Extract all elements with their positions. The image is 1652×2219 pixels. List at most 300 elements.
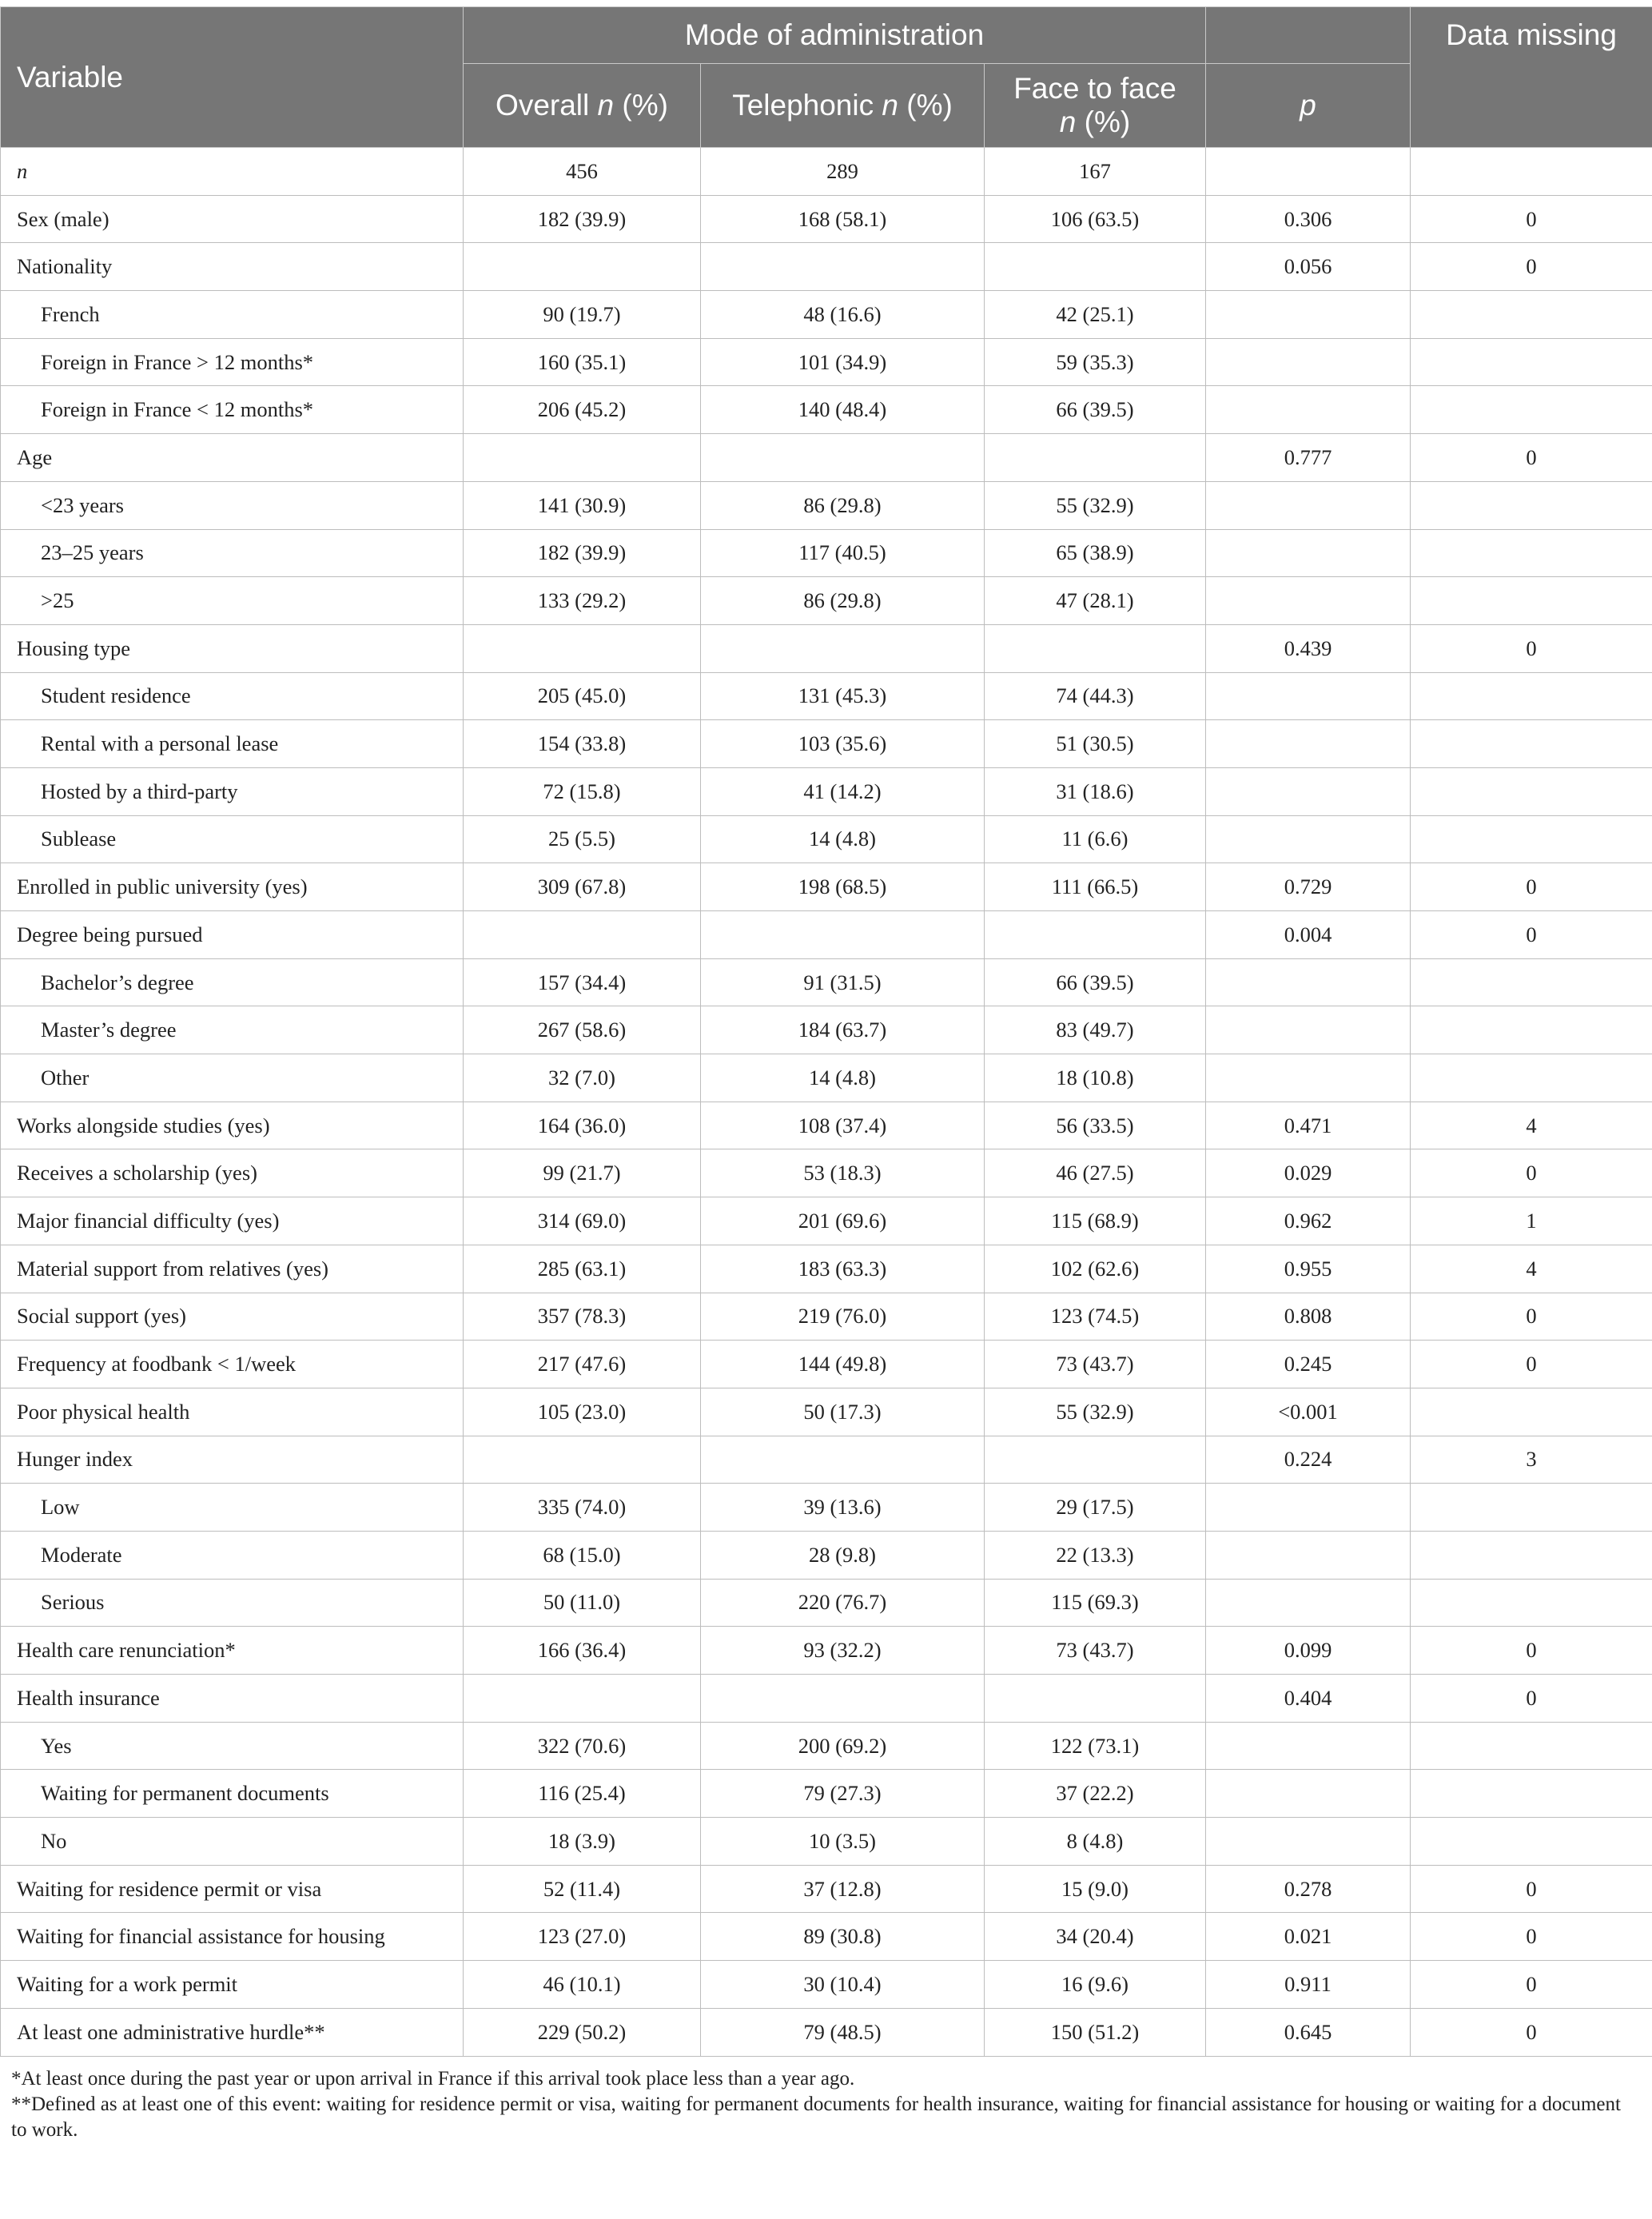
p-value-cell: 0.029 xyxy=(1206,1149,1411,1197)
row-label: Hosted by a third-party xyxy=(1,767,464,815)
row-label: <23 years xyxy=(1,481,464,529)
p-value-cell xyxy=(1206,1579,1411,1627)
row-label: French xyxy=(1,291,464,339)
row-label: Material support from relatives (yes) xyxy=(1,1245,464,1293)
data-missing-cell xyxy=(1411,1579,1652,1627)
row-label: Sublease xyxy=(1,815,464,863)
p-value-cell: 0.245 xyxy=(1206,1341,1411,1388)
row-label: Rental with a personal lease xyxy=(1,720,464,768)
p-value-cell xyxy=(1206,529,1411,577)
p-value-cell xyxy=(1206,386,1411,434)
face-to-face-cell: 8 (4.8) xyxy=(985,1818,1206,1866)
face-to-face-cell: 66 (39.5) xyxy=(985,958,1206,1006)
row-label: Low xyxy=(1,1484,464,1532)
overall-cell: 157 (34.4) xyxy=(464,958,701,1006)
header-face-pct: (%) xyxy=(1076,106,1131,138)
table-row xyxy=(1,767,1652,815)
p-value-cell xyxy=(1206,1006,1411,1054)
data-missing-cell: 4 xyxy=(1411,1245,1652,1293)
telephonic-cell: 14 (4.8) xyxy=(701,1054,985,1102)
overall-cell xyxy=(464,1675,701,1723)
face-to-face-cell: 111 (66.5) xyxy=(985,863,1206,911)
p-value-cell: 0.404 xyxy=(1206,1675,1411,1723)
overall-cell: 166 (36.4) xyxy=(464,1627,701,1675)
overall-cell: 314 (69.0) xyxy=(464,1197,701,1245)
telephonic-cell: 39 (13.6) xyxy=(701,1484,985,1532)
p-value-cell xyxy=(1206,1054,1411,1102)
overall-cell: 309 (67.8) xyxy=(464,863,701,911)
telephonic-cell xyxy=(701,1675,985,1723)
data-missing-cell: 1 xyxy=(1411,1197,1652,1245)
row-label: Nationality xyxy=(1,243,464,291)
face-to-face-cell: 122 (73.1) xyxy=(985,1722,1206,1770)
footnote-2: **Defined as at least one of this event: waiting for residence permit or visa, waiting for permanent documents for health insurance, waiting for financial assistance for housing or waiting for a document to work. xyxy=(11,2093,1621,2141)
data-missing-cell xyxy=(1411,720,1652,768)
face-to-face-cell: 11 (6.6) xyxy=(985,815,1206,863)
telephonic-cell: 289 xyxy=(701,148,985,196)
data-missing-cell: 0 xyxy=(1411,1627,1652,1675)
face-to-face-cell: 115 (68.9) xyxy=(985,1197,1206,1245)
row-label: 23–25 years xyxy=(1,529,464,577)
row-label: Foreign in France < 12 months* xyxy=(1,386,464,434)
row-label: Waiting for financial assistance for housing xyxy=(1,1913,464,1961)
telephonic-cell: 198 (68.5) xyxy=(701,863,985,911)
overall-cell: 182 (39.9) xyxy=(464,529,701,577)
telephonic-cell: 144 (49.8) xyxy=(701,1341,985,1388)
row-label: Hunger index xyxy=(1,1436,464,1484)
row-label: Student residence xyxy=(1,672,464,720)
row-label: Receives a scholarship (yes) xyxy=(1,1149,464,1197)
face-to-face-cell: 115 (69.3) xyxy=(985,1579,1206,1627)
document xyxy=(0,6,1652,2143)
telephonic-cell: 183 (63.3) xyxy=(701,1245,985,1293)
row-label: Other xyxy=(1,1054,464,1102)
overall-cell: 46 (10.1) xyxy=(464,1961,701,2009)
overall-cell: 72 (15.8) xyxy=(464,767,701,815)
data-missing-cell: 0 xyxy=(1411,195,1652,243)
table-row xyxy=(1,672,1652,720)
footnote-1: *At least once during the past year or upon arrival in France if this arrival took place less than a year ago. xyxy=(11,2067,855,2090)
face-to-face-cell: 167 xyxy=(985,148,1206,196)
table-row xyxy=(1,1341,1652,1388)
row-label: Waiting for residence permit or visa xyxy=(1,1865,464,1913)
row-label: Age xyxy=(1,434,464,482)
p-value-cell: 0.439 xyxy=(1206,624,1411,672)
row-label: Bachelor’s degree xyxy=(1,958,464,1006)
face-to-face-cell: 59 (35.3) xyxy=(985,338,1206,386)
table-row xyxy=(1,1627,1652,1675)
overall-cell: 90 (19.7) xyxy=(464,291,701,339)
table-row xyxy=(1,1675,1652,1723)
face-to-face-cell: 47 (28.1) xyxy=(985,577,1206,625)
row-label: Major financial difficulty (yes) xyxy=(1,1197,464,1245)
table-row xyxy=(1,1770,1652,1818)
row-label: Enrolled in public university (yes) xyxy=(1,863,464,911)
telephonic-cell: 184 (63.7) xyxy=(701,1006,985,1054)
table-row xyxy=(1,1722,1652,1770)
header-face-to-face xyxy=(985,64,1206,148)
data-missing-cell: 0 xyxy=(1411,1675,1652,1723)
row-label: Master’s degree xyxy=(1,1006,464,1054)
face-to-face-cell: 56 (33.5) xyxy=(985,1102,1206,1149)
row-label: Sex (male) xyxy=(1,195,464,243)
overall-cell: 68 (15.0) xyxy=(464,1531,701,1579)
overall-cell: 25 (5.5) xyxy=(464,815,701,863)
data-missing-cell: 0 xyxy=(1411,1341,1652,1388)
telephonic-cell: 53 (18.3) xyxy=(701,1149,985,1197)
telephonic-cell: 10 (3.5) xyxy=(701,1818,985,1866)
data-missing-cell: 0 xyxy=(1411,624,1652,672)
p-value-cell xyxy=(1206,1722,1411,1770)
data-missing-cell xyxy=(1411,148,1652,196)
table-row xyxy=(1,815,1652,863)
telephonic-cell xyxy=(701,434,985,482)
data-missing-cell: 0 xyxy=(1411,911,1652,959)
header-p-spacer xyxy=(1206,7,1411,64)
overall-cell xyxy=(464,1436,701,1484)
row-label: Housing type xyxy=(1,624,464,672)
data-missing-cell xyxy=(1411,1531,1652,1579)
table-row xyxy=(1,291,1652,339)
results-table xyxy=(0,6,1652,2057)
face-to-face-cell: 55 (32.9) xyxy=(985,1388,1206,1436)
table-row xyxy=(1,529,1652,577)
p-value-cell: 0.808 xyxy=(1206,1293,1411,1341)
header-overall-pct: (%) xyxy=(614,89,668,122)
telephonic-cell: 131 (45.3) xyxy=(701,672,985,720)
telephonic-cell: 28 (9.8) xyxy=(701,1531,985,1579)
telephonic-cell: 50 (17.3) xyxy=(701,1388,985,1436)
table-row xyxy=(1,1388,1652,1436)
data-missing-cell: 0 xyxy=(1411,863,1652,911)
table-row xyxy=(1,148,1652,196)
face-to-face-cell: 15 (9.0) xyxy=(985,1865,1206,1913)
table-row xyxy=(1,386,1652,434)
p-value-cell xyxy=(1206,1531,1411,1579)
face-to-face-cell xyxy=(985,911,1206,959)
row-label: Frequency at foodbank < 1/week xyxy=(1,1341,464,1388)
telephonic-cell: 168 (58.1) xyxy=(701,195,985,243)
overall-cell xyxy=(464,911,701,959)
data-missing-cell xyxy=(1411,767,1652,815)
telephonic-cell: 86 (29.8) xyxy=(701,481,985,529)
data-missing-cell: 0 xyxy=(1411,1865,1652,1913)
overall-cell: 123 (27.0) xyxy=(464,1913,701,1961)
telephonic-cell xyxy=(701,911,985,959)
table-row xyxy=(1,1913,1652,1961)
face-to-face-cell: 106 (63.5) xyxy=(985,195,1206,243)
p-value-cell: 0.056 xyxy=(1206,243,1411,291)
overall-cell: 160 (35.1) xyxy=(464,338,701,386)
header-face-n: n xyxy=(1059,106,1077,138)
row-label: Health insurance xyxy=(1,1675,464,1723)
telephonic-cell: 103 (35.6) xyxy=(701,720,985,768)
overall-cell: 182 (39.9) xyxy=(464,195,701,243)
telephonic-cell: 79 (27.3) xyxy=(701,1770,985,1818)
data-missing-cell: 0 xyxy=(1411,1149,1652,1197)
telephonic-cell: 48 (16.6) xyxy=(701,291,985,339)
data-missing-cell xyxy=(1411,1484,1652,1532)
face-to-face-cell: 73 (43.7) xyxy=(985,1627,1206,1675)
row-label: >25 xyxy=(1,577,464,625)
telephonic-cell: 91 (31.5) xyxy=(701,958,985,1006)
overall-cell: 285 (63.1) xyxy=(464,1245,701,1293)
face-to-face-cell: 22 (13.3) xyxy=(985,1531,1206,1579)
p-value-cell xyxy=(1206,148,1411,196)
overall-cell: 154 (33.8) xyxy=(464,720,701,768)
telephonic-cell: 200 (69.2) xyxy=(701,1722,985,1770)
telephonic-cell: 86 (29.8) xyxy=(701,577,985,625)
overall-cell: 52 (11.4) xyxy=(464,1865,701,1913)
table-row xyxy=(1,1961,1652,2009)
overall-cell: 99 (21.7) xyxy=(464,1149,701,1197)
data-missing-cell xyxy=(1411,1054,1652,1102)
table-row xyxy=(1,1484,1652,1532)
row-label: Health care renunciation* xyxy=(1,1627,464,1675)
telephonic-cell: 101 (34.9) xyxy=(701,338,985,386)
data-missing-cell xyxy=(1411,291,1652,339)
row-label: Social support (yes) xyxy=(1,1293,464,1341)
overall-cell: 267 (58.6) xyxy=(464,1006,701,1054)
header-telephonic xyxy=(701,64,985,148)
telephonic-cell: 140 (48.4) xyxy=(701,386,985,434)
telephonic-cell: 41 (14.2) xyxy=(701,767,985,815)
face-to-face-cell xyxy=(985,434,1206,482)
data-missing-cell xyxy=(1411,1770,1652,1818)
row-label: Yes xyxy=(1,1722,464,1770)
footnotes xyxy=(0,2057,1652,2143)
data-missing-cell: 0 xyxy=(1411,434,1652,482)
telephonic-cell: 108 (37.4) xyxy=(701,1102,985,1149)
table-row xyxy=(1,1054,1652,1102)
p-value-cell xyxy=(1206,481,1411,529)
p-value-cell: 0.004 xyxy=(1206,911,1411,959)
p-value-cell: 0.306 xyxy=(1206,195,1411,243)
p-value-cell xyxy=(1206,338,1411,386)
data-missing-cell xyxy=(1411,672,1652,720)
data-missing-cell: 0 xyxy=(1411,1961,1652,2009)
table-header xyxy=(1,7,1652,148)
header-telephonic-pct: (%) xyxy=(898,89,953,122)
data-missing-cell xyxy=(1411,1818,1652,1866)
face-to-face-cell: 31 (18.6) xyxy=(985,767,1206,815)
p-value-cell: 0.911 xyxy=(1206,1961,1411,2009)
face-to-face-cell: 83 (49.7) xyxy=(985,1006,1206,1054)
telephonic-cell: 201 (69.6) xyxy=(701,1197,985,1245)
overall-cell: 335 (74.0) xyxy=(464,1484,701,1532)
p-value-cell xyxy=(1206,958,1411,1006)
p-value-cell: <0.001 xyxy=(1206,1388,1411,1436)
table-row xyxy=(1,1531,1652,1579)
header-telephonic-n: n xyxy=(882,89,898,122)
row-label: Moderate xyxy=(1,1531,464,1579)
table-row xyxy=(1,1245,1652,1293)
face-to-face-cell: 123 (74.5) xyxy=(985,1293,1206,1341)
data-missing-cell: 3 xyxy=(1411,1436,1652,1484)
header-overall-n: n xyxy=(597,89,615,122)
table-row xyxy=(1,911,1652,959)
row-label: Serious xyxy=(1,1579,464,1627)
table-row xyxy=(1,1149,1652,1197)
data-missing-cell: 0 xyxy=(1411,2008,1652,2056)
p-value-cell xyxy=(1206,672,1411,720)
row-label: No xyxy=(1,1818,464,1866)
telephonic-cell xyxy=(701,243,985,291)
overall-cell: 357 (78.3) xyxy=(464,1293,701,1341)
data-missing-cell: 0 xyxy=(1411,1913,1652,1961)
telephonic-cell: 220 (76.7) xyxy=(701,1579,985,1627)
face-to-face-cell: 37 (22.2) xyxy=(985,1770,1206,1818)
data-missing-cell: 0 xyxy=(1411,243,1652,291)
row-label: Foreign in France > 12 months* xyxy=(1,338,464,386)
table-row xyxy=(1,1436,1652,1484)
data-missing-cell xyxy=(1411,481,1652,529)
p-value-cell: 0.962 xyxy=(1206,1197,1411,1245)
data-missing-cell xyxy=(1411,577,1652,625)
p-value-cell: 0.099 xyxy=(1206,1627,1411,1675)
data-missing-cell xyxy=(1411,1722,1652,1770)
header-face-label: Face to face xyxy=(1013,72,1176,105)
p-value-cell: 0.471 xyxy=(1206,1102,1411,1149)
telephonic-cell: 117 (40.5) xyxy=(701,529,985,577)
header-p-value: p xyxy=(1206,64,1411,148)
overall-cell: 456 xyxy=(464,148,701,196)
table-row xyxy=(1,1818,1652,1866)
header-data-missing: Data missing xyxy=(1411,7,1652,148)
header-overall-label: Overall xyxy=(496,89,598,122)
table-row xyxy=(1,1865,1652,1913)
p-value-cell xyxy=(1206,1770,1411,1818)
overall-cell: 206 (45.2) xyxy=(464,386,701,434)
p-value-cell xyxy=(1206,767,1411,815)
p-value-cell: 0.224 xyxy=(1206,1436,1411,1484)
table-row xyxy=(1,577,1652,625)
data-missing-cell xyxy=(1411,386,1652,434)
face-to-face-cell: 42 (25.1) xyxy=(985,291,1206,339)
overall-cell: 164 (36.0) xyxy=(464,1102,701,1149)
overall-cell: 105 (23.0) xyxy=(464,1388,701,1436)
telephonic-cell: 219 (76.0) xyxy=(701,1293,985,1341)
table-row xyxy=(1,1006,1652,1054)
p-value-cell xyxy=(1206,291,1411,339)
table-row xyxy=(1,958,1652,1006)
table-row xyxy=(1,1579,1652,1627)
row-label: Degree being pursued xyxy=(1,911,464,959)
p-value-cell xyxy=(1206,815,1411,863)
table-row xyxy=(1,434,1652,482)
overall-cell: 116 (25.4) xyxy=(464,1770,701,1818)
face-to-face-cell xyxy=(985,243,1206,291)
table-row xyxy=(1,1293,1652,1341)
p-value-cell xyxy=(1206,720,1411,768)
p-value-cell: 0.021 xyxy=(1206,1913,1411,1961)
table-row xyxy=(1,338,1652,386)
overall-cell: 133 (29.2) xyxy=(464,577,701,625)
table-row xyxy=(1,2008,1652,2056)
table-row xyxy=(1,624,1652,672)
face-to-face-cell: 29 (17.5) xyxy=(985,1484,1206,1532)
row-label: Waiting for a work permit xyxy=(1,1961,464,2009)
face-to-face-cell: 51 (30.5) xyxy=(985,720,1206,768)
telephonic-cell: 79 (48.5) xyxy=(701,2008,985,2056)
data-missing-cell: 4 xyxy=(1411,1102,1652,1149)
table-row xyxy=(1,1197,1652,1245)
header-telephonic-label: Telephonic xyxy=(732,89,882,122)
face-to-face-cell: 73 (43.7) xyxy=(985,1341,1206,1388)
data-missing-cell xyxy=(1411,958,1652,1006)
face-to-face-cell xyxy=(985,1675,1206,1723)
p-value-cell: 0.777 xyxy=(1206,434,1411,482)
p-value-cell: 0.955 xyxy=(1206,1245,1411,1293)
face-to-face-cell: 18 (10.8) xyxy=(985,1054,1206,1102)
face-to-face-cell: 34 (20.4) xyxy=(985,1913,1206,1961)
face-to-face-cell: 46 (27.5) xyxy=(985,1149,1206,1197)
data-missing-cell xyxy=(1411,815,1652,863)
overall-cell: 229 (50.2) xyxy=(464,2008,701,2056)
p-value-cell: 0.278 xyxy=(1206,1865,1411,1913)
telephonic-cell xyxy=(701,1436,985,1484)
face-to-face-cell: 16 (9.6) xyxy=(985,1961,1206,2009)
face-to-face-cell xyxy=(985,1436,1206,1484)
face-to-face-cell: 74 (44.3) xyxy=(985,672,1206,720)
face-to-face-cell: 150 (51.2) xyxy=(985,2008,1206,2056)
table-row xyxy=(1,720,1652,768)
telephonic-cell: 89 (30.8) xyxy=(701,1913,985,1961)
row-label: At least one administrative hurdle** xyxy=(1,2008,464,2056)
row-label: Works alongside studies (yes) xyxy=(1,1102,464,1149)
p-value-cell xyxy=(1206,1484,1411,1532)
row-label: Poor physical health xyxy=(1,1388,464,1436)
p-value-cell: 0.645 xyxy=(1206,2008,1411,2056)
header-variable: Variable xyxy=(1,7,464,148)
telephonic-cell: 93 (32.2) xyxy=(701,1627,985,1675)
row-label: n xyxy=(1,148,464,196)
header-mode-of-administration: Mode of administration xyxy=(464,7,1206,64)
overall-cell xyxy=(464,434,701,482)
overall-cell: 205 (45.0) xyxy=(464,672,701,720)
overall-cell xyxy=(464,624,701,672)
overall-cell: 18 (3.9) xyxy=(464,1818,701,1866)
overall-cell xyxy=(464,243,701,291)
table-row xyxy=(1,481,1652,529)
overall-cell: 141 (30.9) xyxy=(464,481,701,529)
face-to-face-cell: 65 (38.9) xyxy=(985,529,1206,577)
p-value-cell xyxy=(1206,577,1411,625)
face-to-face-cell xyxy=(985,624,1206,672)
table-row xyxy=(1,1102,1652,1149)
table-row xyxy=(1,243,1652,291)
p-value-cell xyxy=(1206,1818,1411,1866)
overall-cell: 217 (47.6) xyxy=(464,1341,701,1388)
overall-cell: 322 (70.6) xyxy=(464,1722,701,1770)
data-missing-cell: 0 xyxy=(1411,1293,1652,1341)
telephonic-cell xyxy=(701,624,985,672)
telephonic-cell: 30 (10.4) xyxy=(701,1961,985,2009)
data-missing-cell xyxy=(1411,529,1652,577)
overall-cell: 32 (7.0) xyxy=(464,1054,701,1102)
p-value-cell: 0.729 xyxy=(1206,863,1411,911)
header-overall xyxy=(464,64,701,148)
table-row xyxy=(1,195,1652,243)
table-body xyxy=(1,148,1652,2057)
data-missing-cell xyxy=(1411,1388,1652,1436)
data-missing-cell xyxy=(1411,1006,1652,1054)
face-to-face-cell: 66 (39.5) xyxy=(985,386,1206,434)
telephonic-cell: 37 (12.8) xyxy=(701,1865,985,1913)
face-to-face-cell: 102 (62.6) xyxy=(985,1245,1206,1293)
overall-cell: 50 (11.0) xyxy=(464,1579,701,1627)
data-missing-cell xyxy=(1411,338,1652,386)
